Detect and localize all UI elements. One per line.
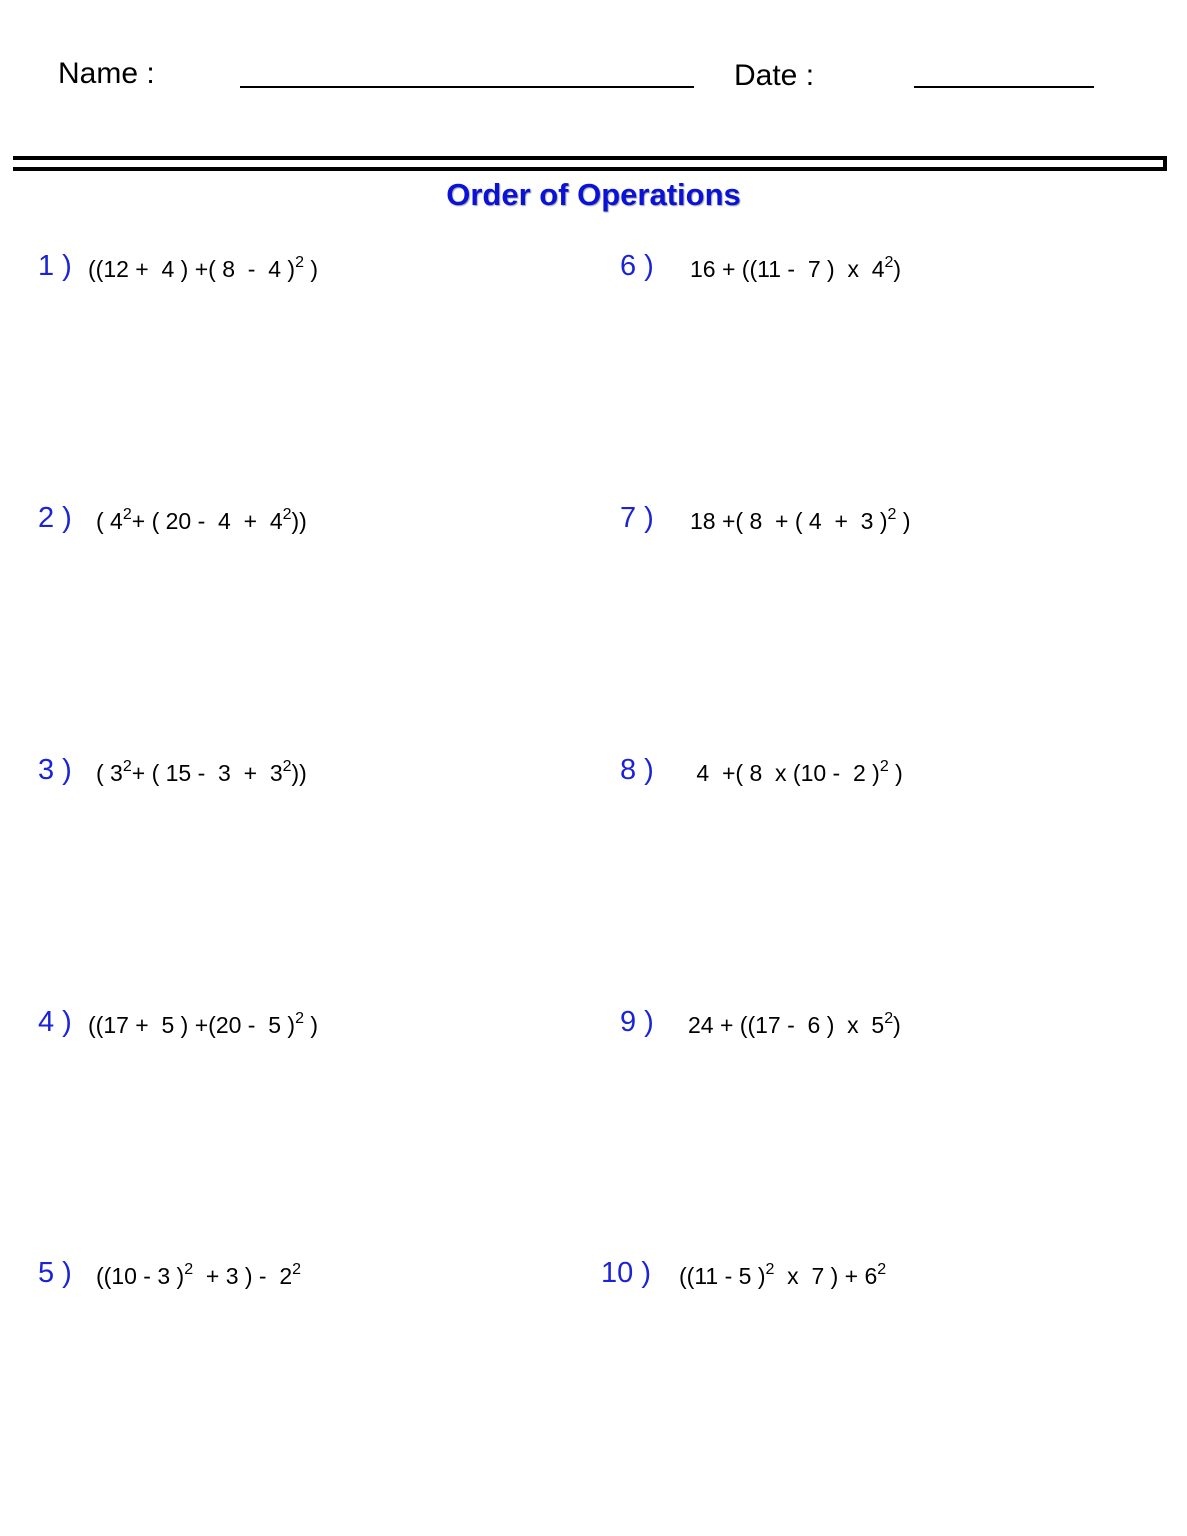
problem-expression: 18 +( 8 + ( 4 + 3 )$^2$ ) xyxy=(690,506,911,534)
problem-number: 1 ) xyxy=(38,250,72,282)
problem-expression: 16 + ((11 - 7 ) x $4^2$) xyxy=(690,254,902,282)
problem-expression: ((11 - 5 )$^2$ x 7 ) + $6^2$ xyxy=(679,1261,887,1289)
date-label: Date : xyxy=(734,59,815,92)
problem-number: 3 ) xyxy=(38,754,72,786)
worksheet-title: Order of Operations xyxy=(446,177,741,212)
problem-number: 8 ) xyxy=(620,754,654,786)
problem-expression: 24 + ((17 - 6 ) x $5^2$) xyxy=(688,1010,901,1038)
date-answer-line[interactable] xyxy=(914,86,1094,88)
problem-number: 2 ) xyxy=(38,502,72,534)
problem-number: 10 ) xyxy=(601,1257,651,1289)
name-label: Name : xyxy=(58,57,155,90)
problem-expression: ((10 - 3 )$^2$ + 3 ) - $2^2$ xyxy=(96,1261,302,1289)
problem-number: 4 ) xyxy=(38,1006,72,1038)
problem-expression: 4 +( 8 x (10 - 2 )$^2$ ) xyxy=(690,758,903,786)
problem-expression: ( $3^2+$ ( $15 - 3 + 3^2$)) xyxy=(96,758,307,786)
header-divider xyxy=(13,156,1167,171)
problem-expression: ((12 + 4 ) +( 8 - 4 )$^2$ ) xyxy=(88,254,319,282)
problem-expression: ( $4^2+$ ( $20 - 4 + 4^2$)) xyxy=(96,506,307,534)
problem-expression: ((17 + 5 ) +(20 - 5 )$^2$ ) xyxy=(88,1010,319,1038)
problem-number: 7 ) xyxy=(620,502,654,534)
name-answer-line[interactable] xyxy=(240,86,694,88)
problem-number: 9 ) xyxy=(620,1006,654,1038)
problem-number: 6 ) xyxy=(620,250,654,282)
problem-number: 5 ) xyxy=(38,1257,72,1289)
